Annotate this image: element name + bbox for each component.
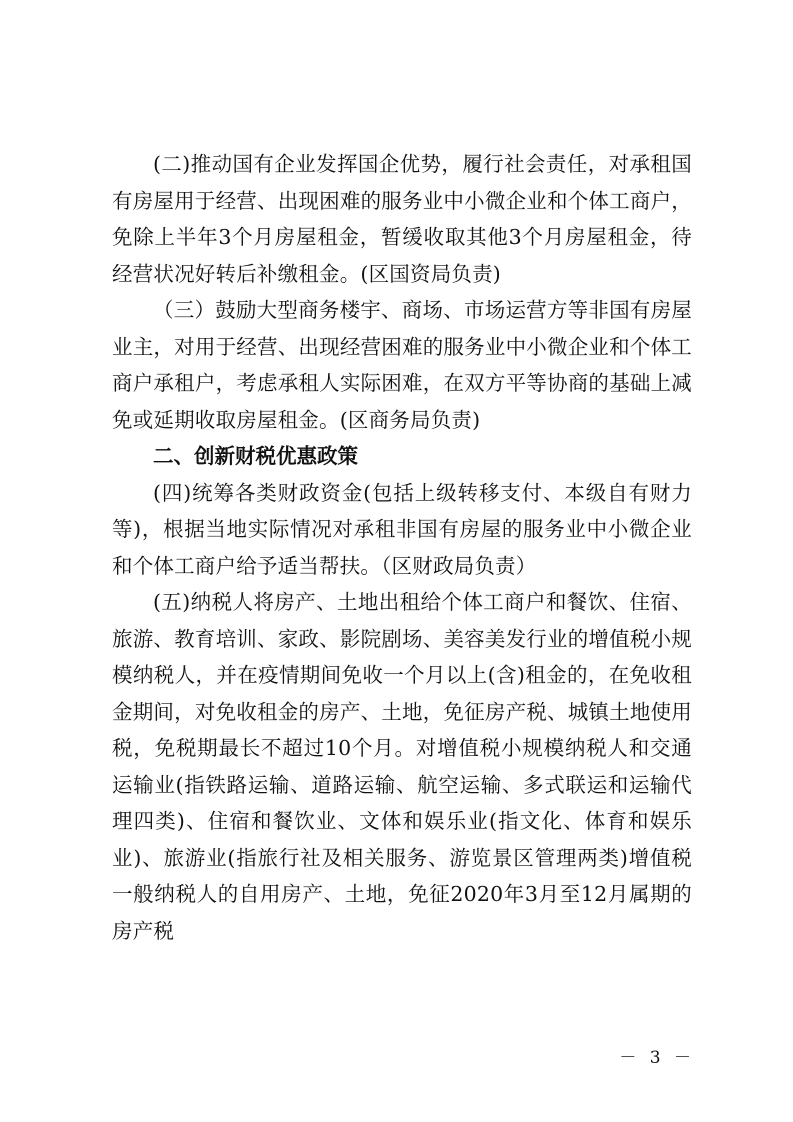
page-number: － 3 －: [619, 1048, 695, 1068]
paragraph-item-3: （三）鼓励大型商务楼宇、商场、市场运营方等非国有房屋业主，对用于经营、出现经营困难的服务业中小微企业和个体工商户承租户，考虑承租人实际困难，在双方平等协商的基础上减免或延期收取房屋租金。(区商务局负责): [112, 298, 692, 432]
document-body: [112, 146, 692, 949]
paragraph-item-5: (五)纳税人将房产、土地出租给个体工商户和餐饮、住宿、旅游、教育培训、家政、影院剧场、美容美发行业的增值税小规模纳税人，并在疫情期间免收一个月以上(含)租金的，在免收租金期间，对免收租金的房产、土地，免征房产税、城镇土地使用税，免税期最长不超过10个月。对增值税小规模纳税人和交通运输业(指铁路运输、道路运输、航空运输、多式联运和运输代理四类)、住宿和餐饮业、文体和娱乐业(指文化、体育和娱乐业)、旅游业(指旅行社及相关服务、游览景区管理两类)增值税一般纳税人的自用房产、土地，免征2020年3月至12月属期的房产税: [112, 590, 692, 943]
section-heading: 二、创新财税优惠政策: [153, 444, 358, 468]
paragraph-item-2: (二)推动国有企业发挥国企优势，履行社会责任，对承租国有房屋用于经营、出现困难的服务业中小微企业和个体工商户，免除上半年3个月房屋租金，暂缓收取其他3个月房屋租金，待经营状况好转后补缴租金。(区国资局负责): [112, 152, 692, 286]
paragraph-item-4: (四)统筹各类财政资金(包括上级转移支付、本级自有财力等)，根据当地实际情况对承租非国有房屋的服务业中小微企业和个体工商户给予适当帮扶。（区财政局负责）: [112, 480, 692, 578]
